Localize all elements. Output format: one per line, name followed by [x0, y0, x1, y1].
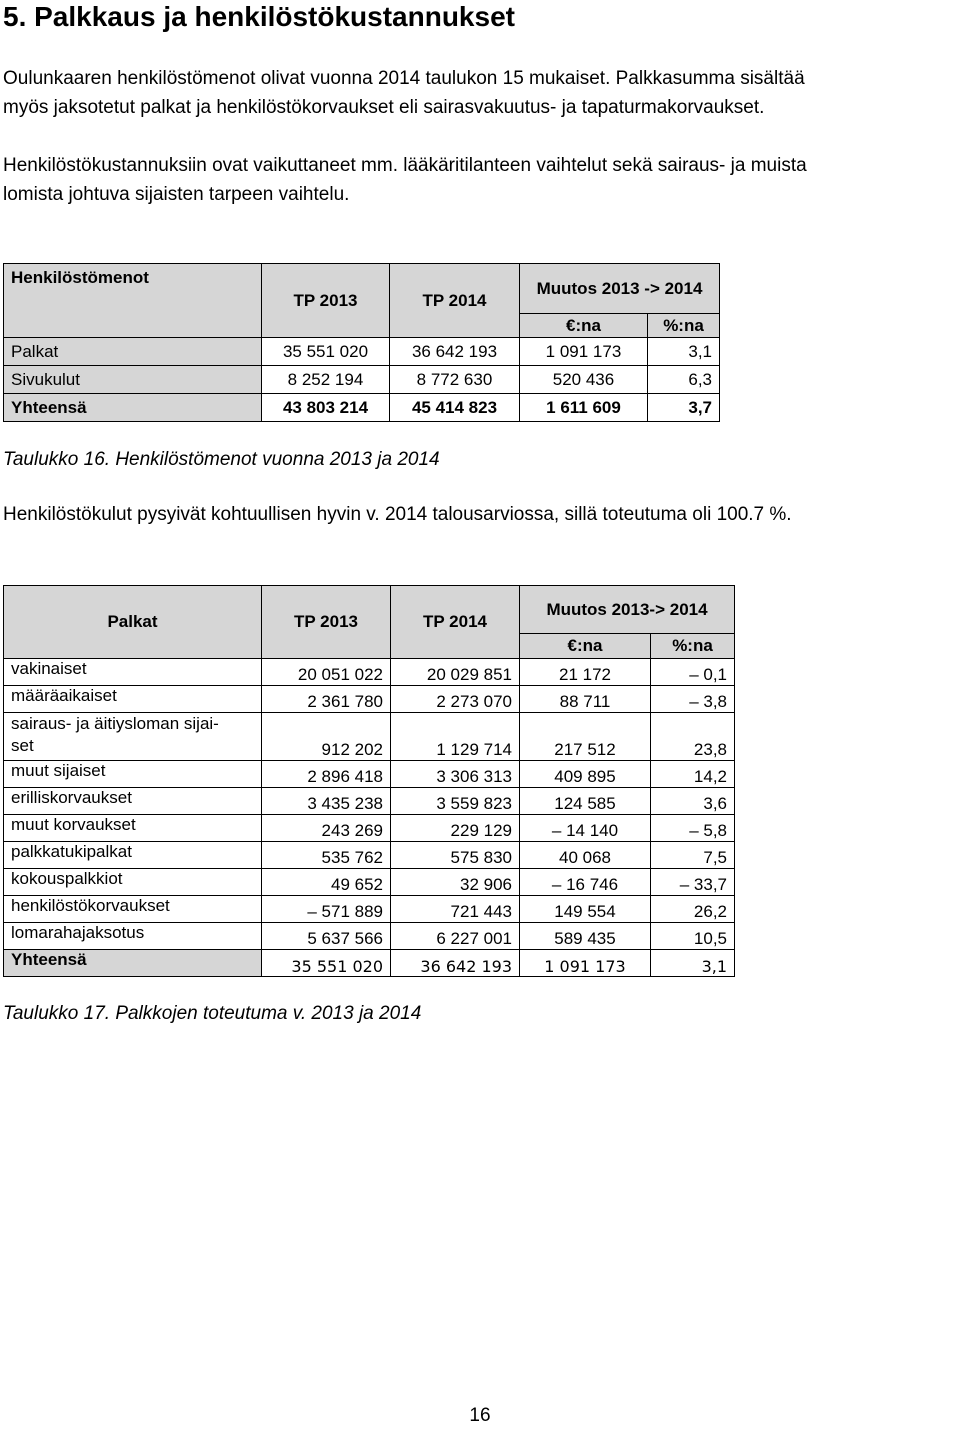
column-header-eur: €:na [520, 314, 648, 338]
column-header-tp2014: TP 2014 [391, 586, 520, 659]
table-row [4, 923, 735, 950]
table-row [4, 713, 735, 761]
cell-tp2014: 2 273 070 [391, 686, 520, 713]
cell-tp2013: – 571 889 [262, 896, 391, 923]
table-16-caption: Taulukko 16. Henkilöstömenot vuonna 2013 ja 2014 [3, 449, 440, 470]
table-row [4, 869, 735, 896]
column-header-tp2014: TP 2014 [390, 264, 520, 338]
paragraph-2-line-1: Henkilöstökustannuksiin ovat vaikuttaneet mm. lääkäritilanteen vaihtelut sekä sairaus- ja muista [3, 155, 807, 176]
cell-eur: 217 512 [520, 713, 651, 761]
cell-tp2013: 5 637 566 [262, 923, 391, 950]
cell-tp2014: 3 559 823 [391, 788, 520, 815]
page-number: 16 [469, 1405, 491, 1426]
cell-eur: 589 435 [520, 923, 651, 950]
table-row-total [4, 394, 720, 422]
cell-eur: 124 585 [520, 788, 651, 815]
cell-tp2013: 3 435 238 [262, 788, 391, 815]
cell-tp2013: 2 896 418 [262, 761, 391, 788]
cell-tp2013: 20 051 022 [262, 659, 391, 686]
row-label: muut sijaiset [4, 761, 262, 788]
cell-tp2013: 912 202 [262, 713, 391, 761]
cell-tp2014: 3 306 313 [391, 761, 520, 788]
cell-eur: 409 895 [520, 761, 651, 788]
cell-pct: 3,6 [651, 788, 735, 815]
cell-tp2013: 35 551 020 [262, 950, 391, 977]
row-label: muut korvaukset [4, 815, 262, 842]
table-row [4, 686, 735, 713]
cell-tp2014: 32 906 [391, 869, 520, 896]
cell-tp2014: 45 414 823 [390, 394, 520, 422]
table-16 [3, 263, 720, 422]
column-header-change: Muutos 2013 -> 2014 [520, 264, 720, 314]
paragraph-1-line-1: Oulunkaaren henkilöstömenot olivat vuonna 2014 taulukon 15 mukaiset. Palkkasumma sisältää [3, 68, 805, 89]
table-17 [3, 585, 735, 977]
table-row [4, 788, 735, 815]
column-header-tp2013: TP 2013 [262, 264, 390, 338]
cell-tp2013: 35 551 020 [262, 338, 390, 366]
row-label: Yhteensä [4, 950, 262, 977]
column-header-eur: €:na [520, 634, 651, 659]
cell-tp2014: 20 029 851 [391, 659, 520, 686]
column-header-tp2013: TP 2013 [262, 586, 391, 659]
cell-pct: 3,7 [648, 394, 720, 422]
table-header-label: Palkat [4, 586, 262, 659]
cell-pct: 10,5 [651, 923, 735, 950]
cell-tp2013: 49 652 [262, 869, 391, 896]
cell-eur: 520 436 [520, 366, 648, 394]
paragraph-1-line-2: myös jaksotetut palkat ja henkilöstökorvaukset eli sairasvakuutus- ja tapaturmakorvaukset. [3, 97, 765, 118]
cell-tp2014: 36 642 193 [390, 338, 520, 366]
paragraph-3: Henkilöstökulut pysyivät kohtuullisen hyvin v. 2014 talousarviossa, sillä toteutuma oli 100.7 %. [3, 504, 792, 525]
cell-eur: 21 172 [520, 659, 651, 686]
cell-pct: 26,2 [651, 896, 735, 923]
cell-tp2014: 36 642 193 [391, 950, 520, 977]
cell-tp2013: 2 361 780 [262, 686, 391, 713]
table-row [4, 761, 735, 788]
cell-tp2013: 43 803 214 [262, 394, 390, 422]
table-row [4, 659, 735, 686]
cell-eur: 149 554 [520, 896, 651, 923]
table-17-caption: Taulukko 17. Palkkojen toteutuma v. 2013 ja 2014 [3, 1003, 422, 1024]
cell-pct: 6,3 [648, 366, 720, 394]
table-row [4, 338, 720, 366]
cell-pct: – 3,8 [651, 686, 735, 713]
cell-tp2013: 535 762 [262, 842, 391, 869]
column-header-change: Muutos 2013-> 2014 [520, 586, 735, 634]
section-heading: 5. Palkkaus ja henkilöstökustannukset [3, 1, 515, 32]
row-label: Yhteensä [4, 394, 262, 422]
row-label-line-2: set [11, 736, 34, 755]
row-label [4, 713, 262, 761]
table-header-label: Henkilöstömenot [4, 264, 262, 338]
cell-eur: – 14 140 [520, 815, 651, 842]
row-label: kokouspalkkiot [4, 869, 262, 896]
cell-eur: 1 091 173 [520, 950, 651, 977]
row-label: lomarahajaksotus [4, 923, 262, 950]
table-row [4, 896, 735, 923]
cell-tp2014: 8 772 630 [390, 366, 520, 394]
cell-eur: 1 611 609 [520, 394, 648, 422]
cell-tp2014: 721 443 [391, 896, 520, 923]
cell-pct: – 33,7 [651, 869, 735, 896]
cell-pct: 14,2 [651, 761, 735, 788]
table-row [4, 815, 735, 842]
cell-pct: 3,1 [651, 950, 735, 977]
row-label: määräaikaiset [4, 686, 262, 713]
cell-pct: 3,1 [648, 338, 720, 366]
table-row [4, 366, 720, 394]
cell-eur: 40 068 [520, 842, 651, 869]
cell-tp2013: 243 269 [262, 815, 391, 842]
row-label: vakinaiset [4, 659, 262, 686]
cell-eur: – 16 746 [520, 869, 651, 896]
table-row-total [4, 950, 735, 977]
cell-tp2014: 1 129 714 [391, 713, 520, 761]
cell-tp2014: 6 227 001 [391, 923, 520, 950]
cell-tp2014: 575 830 [391, 842, 520, 869]
column-header-pct: %:na [648, 314, 720, 338]
row-label: henkilöstökorvaukset [4, 896, 262, 923]
table-row [4, 842, 735, 869]
row-label: Palkat [4, 338, 262, 366]
paragraph-2-line-2: lomista johtuva sijaisten tarpeen vaihtelu. [3, 184, 350, 205]
cell-pct: 23,8 [651, 713, 735, 761]
cell-pct: – 0,1 [651, 659, 735, 686]
row-label: erilliskorvaukset [4, 788, 262, 815]
row-label: palkkatukipalkat [4, 842, 262, 869]
column-header-pct: %:na [651, 634, 735, 659]
cell-pct: – 5,8 [651, 815, 735, 842]
row-label: Sivukulut [4, 366, 262, 394]
cell-eur: 1 091 173 [520, 338, 648, 366]
cell-tp2014: 229 129 [391, 815, 520, 842]
cell-eur: 88 711 [520, 686, 651, 713]
cell-tp2013: 8 252 194 [262, 366, 390, 394]
cell-pct: 7,5 [651, 842, 735, 869]
row-label-line-1: sairaus- ja äitiysloman sijai- [11, 714, 219, 733]
